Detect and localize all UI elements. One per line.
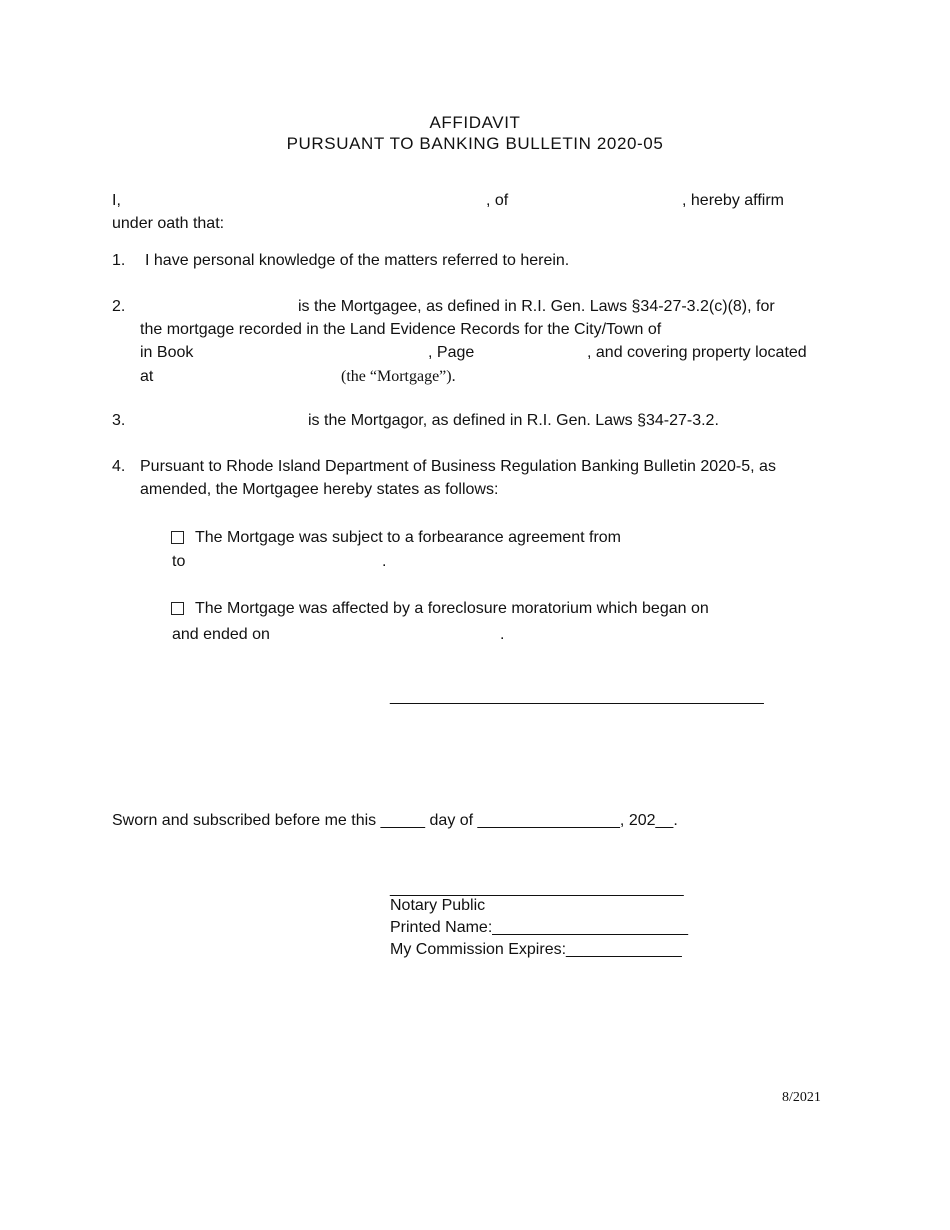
item-3-number: 3. [112, 412, 126, 429]
form-revision-date: 8/2021 [782, 1090, 821, 1105]
item-4-number: 4. [112, 458, 126, 475]
intro-i: I, [112, 192, 121, 209]
moratorium-option-text: The Mortgage was affected by a foreclosure moratorium which began on [195, 600, 709, 617]
item-4-text-b: amended, the Mortgagee hereby states as follows: [140, 481, 499, 498]
forbearance-period: . [382, 553, 387, 570]
intro-oath: under oath that: [112, 215, 225, 232]
item-3-text: is the Mortgagor, as defined in R.I. Gen. Laws §34-27-3.2. [308, 412, 719, 429]
sworn-statement: Sworn and subscribed before me this _____ day of ________________, 202__. [112, 812, 678, 829]
notary-commission-expires: My Commission Expires:_____________ [390, 941, 682, 958]
item-2-number: 2. [112, 298, 126, 315]
forbearance-checkbox[interactable] [171, 531, 184, 544]
document-title: AFFIDAVIT [429, 113, 521, 132]
forbearance-to: to [172, 553, 186, 570]
moratorium-checkbox[interactable] [171, 602, 184, 615]
item-1-text: I have personal knowledge of the matters referred to herein. [145, 252, 570, 269]
item-2-text-a: is the Mortgagee, as defined in R.I. Gen. Laws §34-27-3.2(c)(8), for [298, 298, 775, 315]
item-2-at: at [140, 368, 154, 385]
moratorium-period: . [500, 626, 505, 643]
item-2-covering: , and covering property located [587, 344, 807, 361]
item-2-text-b: the mortgage recorded in the Land Evidence Records for the City/Town of [140, 321, 662, 338]
intro-of: , of [486, 192, 509, 209]
notary-public-label: Notary Public [390, 897, 486, 914]
affiant-signature-line[interactable]: __________________________________________ [390, 688, 764, 705]
moratorium-ended-on: and ended on [172, 626, 270, 643]
item-4-text-a: Pursuant to Rhode Island Department of Business Regulation Banking Bulletin 2020-5, as [140, 458, 776, 475]
item-2-page: , Page [428, 344, 475, 361]
forbearance-option-text: The Mortgage was subject to a forbearance agreement from [195, 529, 621, 546]
notary-signature-line[interactable]: _________________________________ [390, 880, 684, 897]
document-subtitle: PURSUANT TO BANKING BULLETIN 2020-05 [286, 134, 664, 153]
item-2-mortgage-definition: (the “Mortgage”). [341, 368, 456, 385]
item-2-book: in Book [140, 344, 194, 361]
intro-affirm: , hereby affirm [682, 192, 784, 209]
notary-printed-name: Printed Name:______________________ [390, 919, 689, 936]
item-1-number: 1. [112, 252, 126, 269]
